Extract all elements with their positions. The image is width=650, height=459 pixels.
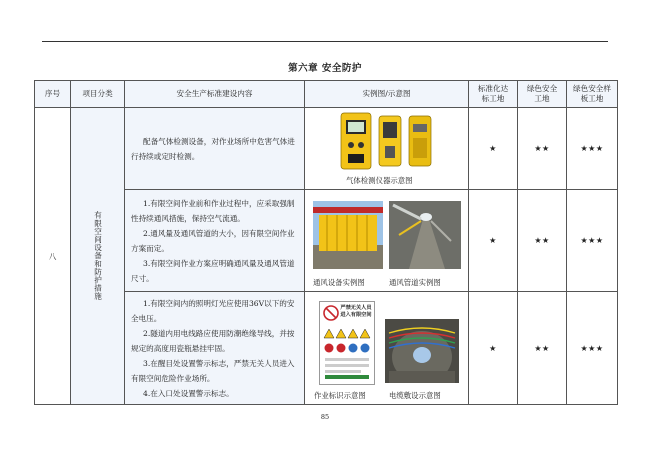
safety-signs-icon <box>323 328 371 380</box>
standards-table <box>34 80 618 405</box>
image-caption: 作业标识示意图 <box>314 391 366 400</box>
category-cell <box>71 108 125 405</box>
header-standard: 标准化达标工地 <box>469 81 518 108</box>
requirement-paragraph: 3.有限空间作业方案应明确通风量及通风管道尺寸。 <box>131 258 295 283</box>
requirement-cell <box>125 190 305 292</box>
header-index: 序号 <box>35 81 71 108</box>
stars-green: ★★ <box>518 108 567 190</box>
example-cell <box>305 190 469 292</box>
requirement-cell <box>125 108 305 190</box>
example-cell <box>305 292 469 405</box>
header-category: 项目分类 <box>71 81 125 108</box>
category-label: 有限空间设备和防护措施 <box>93 211 103 301</box>
requirement-paragraph: 4.在入口处设置警示标志。 <box>143 388 234 398</box>
header-green: 绿色安全工地 <box>518 81 567 108</box>
header-example: 实例图/示意图 <box>305 81 469 108</box>
cable-layout-image <box>385 319 459 383</box>
image-caption: 通风设备实例图 <box>313 278 365 287</box>
ventilation-duct-image <box>389 201 461 269</box>
stars-model: ★★★ <box>567 108 618 190</box>
stars-standard: ★ <box>469 190 518 292</box>
page-number: 85 <box>320 413 330 421</box>
header-requirement: 安全生产标准建设内容 <box>125 81 305 108</box>
warning-sign-image <box>319 301 375 385</box>
image-caption: 气体检测仪器示意图 <box>346 176 413 185</box>
row-index: 八 <box>35 108 71 405</box>
requirement-paragraph: 1.有限空间作业前和作业过程中，应采取强制性持续通风措施，保持空气流通。 <box>131 198 295 223</box>
requirement-paragraph: 2.通风量及通风管道的大小，因有限空间作业方案而定。 <box>131 228 295 253</box>
gas-detector-image <box>339 112 437 172</box>
requirement-paragraph: 1.有限空间内的照明灯光应使用36V以下的安全电压。 <box>131 298 295 323</box>
requirement-paragraph: 2.隧道内用电线路应使用防潮绝缘导线，并按规定的高度用瓷瓶悬挂牢固。 <box>131 328 295 353</box>
header-rule <box>42 41 608 42</box>
ventilation-equipment-image <box>313 201 383 269</box>
sign-title: 严禁无关人员进入有限空间 <box>340 305 372 318</box>
stars-standard: ★ <box>469 292 518 405</box>
example-cell <box>305 108 469 190</box>
table-row <box>35 108 618 190</box>
table-header-row <box>35 81 618 108</box>
requirement-paragraph: 3.在醒目处设置警示标志，严禁无关人员进入有限空间危险作业场所。 <box>131 358 295 383</box>
requirement-cell <box>125 292 305 405</box>
stars-model: ★★★ <box>567 292 618 405</box>
stars-green: ★★ <box>518 292 567 405</box>
image-caption: 电缆敷设示意图 <box>389 391 441 400</box>
chapter-title: 第六章 安全防护 <box>288 63 362 74</box>
stars-model: ★★★ <box>567 190 618 292</box>
no-entry-icon <box>323 305 339 321</box>
image-caption: 通风管道实例图 <box>389 278 441 287</box>
stars-standard: ★ <box>469 108 518 190</box>
stars-green: ★★ <box>518 190 567 292</box>
header-model: 绿色安全样板工地 <box>567 81 618 108</box>
requirement-paragraph: 配备气体检测设备，对作业场所中危害气体进行持续或定时检测。 <box>131 136 295 161</box>
